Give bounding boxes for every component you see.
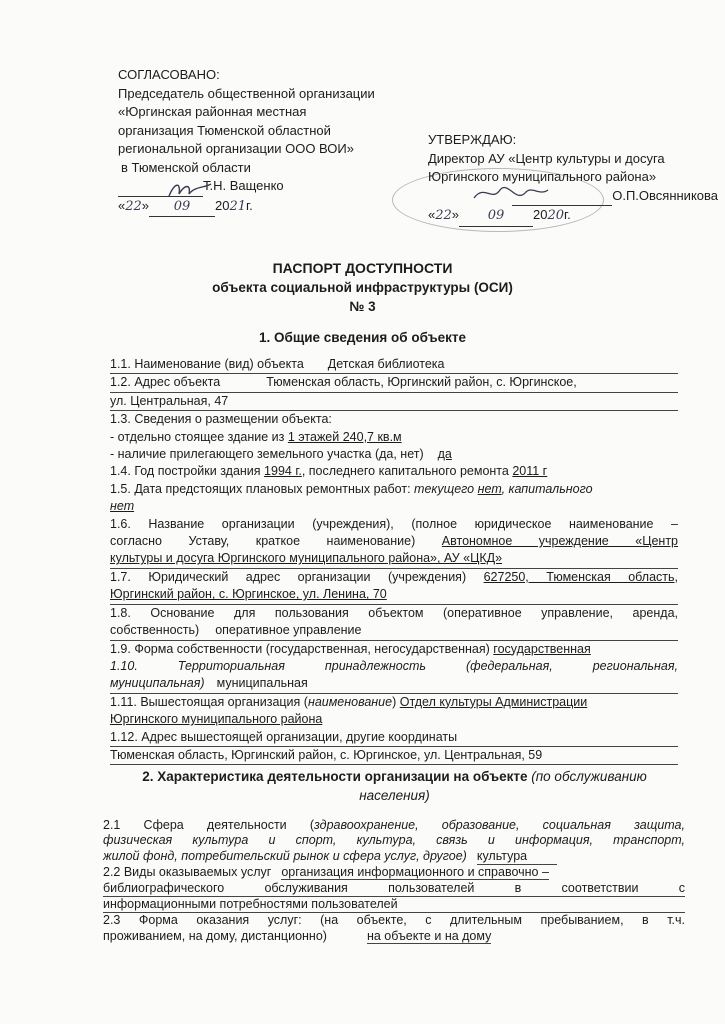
territory-value: муниципальная bbox=[216, 676, 308, 691]
services-value: организация информационного и справочно – bbox=[281, 865, 549, 880]
approval-line: Председатель общественной организации bbox=[118, 85, 375, 101]
confirm-signatory: О.П.Овсянникова bbox=[612, 187, 718, 203]
item-1-6-b: согласно Уставу, краткое наименование) Автономное учреждение «Центр bbox=[110, 534, 678, 549]
approval-line: организация Тюменской областной bbox=[118, 122, 331, 138]
item-1-8: 1.8. Основание для пользования объектом (оперативное управление, аренда, bbox=[110, 605, 678, 620]
item-1-9: 1.9. Форма собственности (государственная, негосударственная) государственная bbox=[110, 641, 591, 656]
item-1-5-cont: нет bbox=[110, 499, 135, 514]
item-1-12: 1.12. Адрес вышестоящей организации, другие координаты bbox=[110, 729, 678, 747]
item-1-8-b: собственность) оперативное управление bbox=[110, 622, 678, 640]
item-1-2-cont: ул. Центральная, 47 bbox=[110, 393, 678, 411]
item-1-3-b: - наличие прилегающего земельного участка (да, нет) да bbox=[110, 447, 452, 462]
item-1-3: 1.3. Сведения о размещении объекта: bbox=[110, 412, 332, 427]
confirm-date-day: 22 bbox=[435, 208, 452, 223]
approval-signature-line bbox=[118, 177, 418, 197]
building-floors-value: 1 этажей 240,7 кв.м bbox=[287, 429, 402, 444]
legal-address-value: Юргинский район, с. Юргинское, ул. Ленина, 70 bbox=[110, 587, 387, 602]
item-1-4: 1.4. Год постройки здания 1994 г., последнего капитального ремонта 2011 г bbox=[110, 464, 548, 479]
item-2-2-c: информационными потребностями пользователей bbox=[103, 897, 685, 913]
build-year-value: 1994 г. bbox=[264, 464, 302, 479]
approval-date-month: 09 bbox=[173, 198, 191, 214]
confirm-date: «22» 09 2020г. bbox=[428, 206, 718, 227]
item-2-2-b: библиографического обслуживания пользователей в соответствии с bbox=[103, 881, 685, 897]
ownership-value: государственная bbox=[493, 641, 591, 656]
confirm-heading: УТВЕРЖДАЮ: bbox=[428, 132, 517, 147]
item-1-10: 1.10. Территориальная принадлежность (федеральная, региональная, bbox=[110, 658, 678, 673]
confirm-date-month: 09 bbox=[487, 208, 505, 223]
item-1-1: 1.1. Наименование (вид) объекта Детская библиотека bbox=[110, 356, 678, 374]
approval-heading: СОГЛАСОВАНО: bbox=[118, 67, 220, 82]
parent-organization-value: Юргинского муниципального района bbox=[110, 712, 323, 727]
approval-date-year: 21 bbox=[229, 198, 247, 214]
section-1-heading: 1. Общие сведения об объекте bbox=[258, 330, 467, 345]
service-form-value: на объекте и на дому bbox=[366, 928, 492, 943]
repair-year-value: 2011 г bbox=[512, 464, 548, 479]
section-1-body bbox=[110, 356, 678, 765]
item-2-1-b: физическая культура и спорт, культура, связь и информация, транспорт, bbox=[103, 833, 685, 848]
title-line: объекта социальной инфраструктуры (ОСИ) bbox=[212, 280, 513, 295]
confirm-line: Юргинского муниципального района» bbox=[428, 169, 657, 184]
item-1-5: 1.5. Дата предстоящих плановых ремонтных работ: текущего нет, капитального bbox=[110, 481, 593, 496]
confirm-line: Директор АУ «Центр культуры и досуга bbox=[428, 150, 665, 166]
item-1-10-b: муниципальная) муниципальная bbox=[110, 675, 678, 693]
approval-date: «22» 09 2021г. bbox=[118, 197, 418, 218]
organization-name-value: культуры и досуга Юргинского муниципального района», АУ «ЦКД» bbox=[110, 551, 503, 566]
confirm-signature-mark bbox=[470, 182, 550, 206]
title-line: ПАСПОРТ ДОСТУПНОСТИ bbox=[272, 260, 453, 276]
activity-sphere-value: культура bbox=[476, 848, 528, 863]
item-1-11: 1.11. Вышестоящая организация (наименование) Отдел культуры Администрации bbox=[110, 694, 588, 709]
item-2-3: 2.3 Форма оказания услуг: (на объекте, с длительным пребыванием, в т.ч. bbox=[103, 913, 685, 928]
item-1-12-b bbox=[110, 747, 678, 765]
object-name-value: Детская библиотека bbox=[327, 357, 445, 371]
title-number: № 3 bbox=[349, 299, 376, 314]
approval-line: «Юргинская районная местная bbox=[118, 104, 307, 119]
approval-line: региональной организации ООО ВОИ» bbox=[118, 141, 354, 156]
item-1-3-a: - отдельно стоящее здание из 1 этажей 240,7 кв.м bbox=[110, 429, 402, 444]
land-plot-value: да bbox=[437, 447, 452, 462]
approval-line: в Тюменской области bbox=[121, 159, 251, 175]
section-2-heading: 2. Характеристика деятельности организации на объекте (по обслуживанию населения) bbox=[142, 769, 647, 803]
usage-basis-value: оперативное управление bbox=[215, 623, 362, 638]
approval-date-day: 22 bbox=[125, 198, 142, 214]
approval-block bbox=[118, 66, 418, 217]
item-1-6-c bbox=[110, 550, 678, 568]
object-address-value: Тюменская область, Юргинский район, с. Юргинское, bbox=[266, 375, 577, 390]
confirm-date-year: 20 bbox=[547, 208, 565, 223]
item-1-7: 1.7. Юридический адрес организации (учреждения) 627250, Тюменская область, bbox=[110, 569, 678, 584]
item-2-2: 2.2 Виды оказываемых услуг организация информационного и справочно – bbox=[103, 865, 549, 880]
item-2-1: 2.1 Сфера деятельности (здравоохранение, образование, социальная защита, bbox=[103, 818, 685, 832]
parent-address-value: Тюменская область, Юргинский район, с. Юргинское, ул. Центральная, 59 bbox=[110, 747, 543, 762]
item-2-1-c: жилой фонд, потребительский рынок и сфера услуг, другое) культура bbox=[103, 849, 685, 865]
item-1-7-b bbox=[110, 586, 678, 604]
approval-signatory: Т.Н. Ващенко bbox=[203, 178, 284, 193]
approval-signature-mark bbox=[165, 178, 215, 202]
section-2-body bbox=[103, 818, 685, 944]
item-1-6: 1.6. Название организации (учреждения), (полное юридическое наименование – bbox=[110, 516, 678, 531]
item-2-3-b: проживанием, на дому, дистанционно) на объекте и на дому bbox=[103, 928, 492, 943]
document-title bbox=[0, 258, 725, 316]
item-1-11-b bbox=[110, 711, 678, 728]
item-1-2: 1.2. Адрес объекта Тюменская область, Юргинский район, с. Юргинское, bbox=[110, 374, 678, 392]
